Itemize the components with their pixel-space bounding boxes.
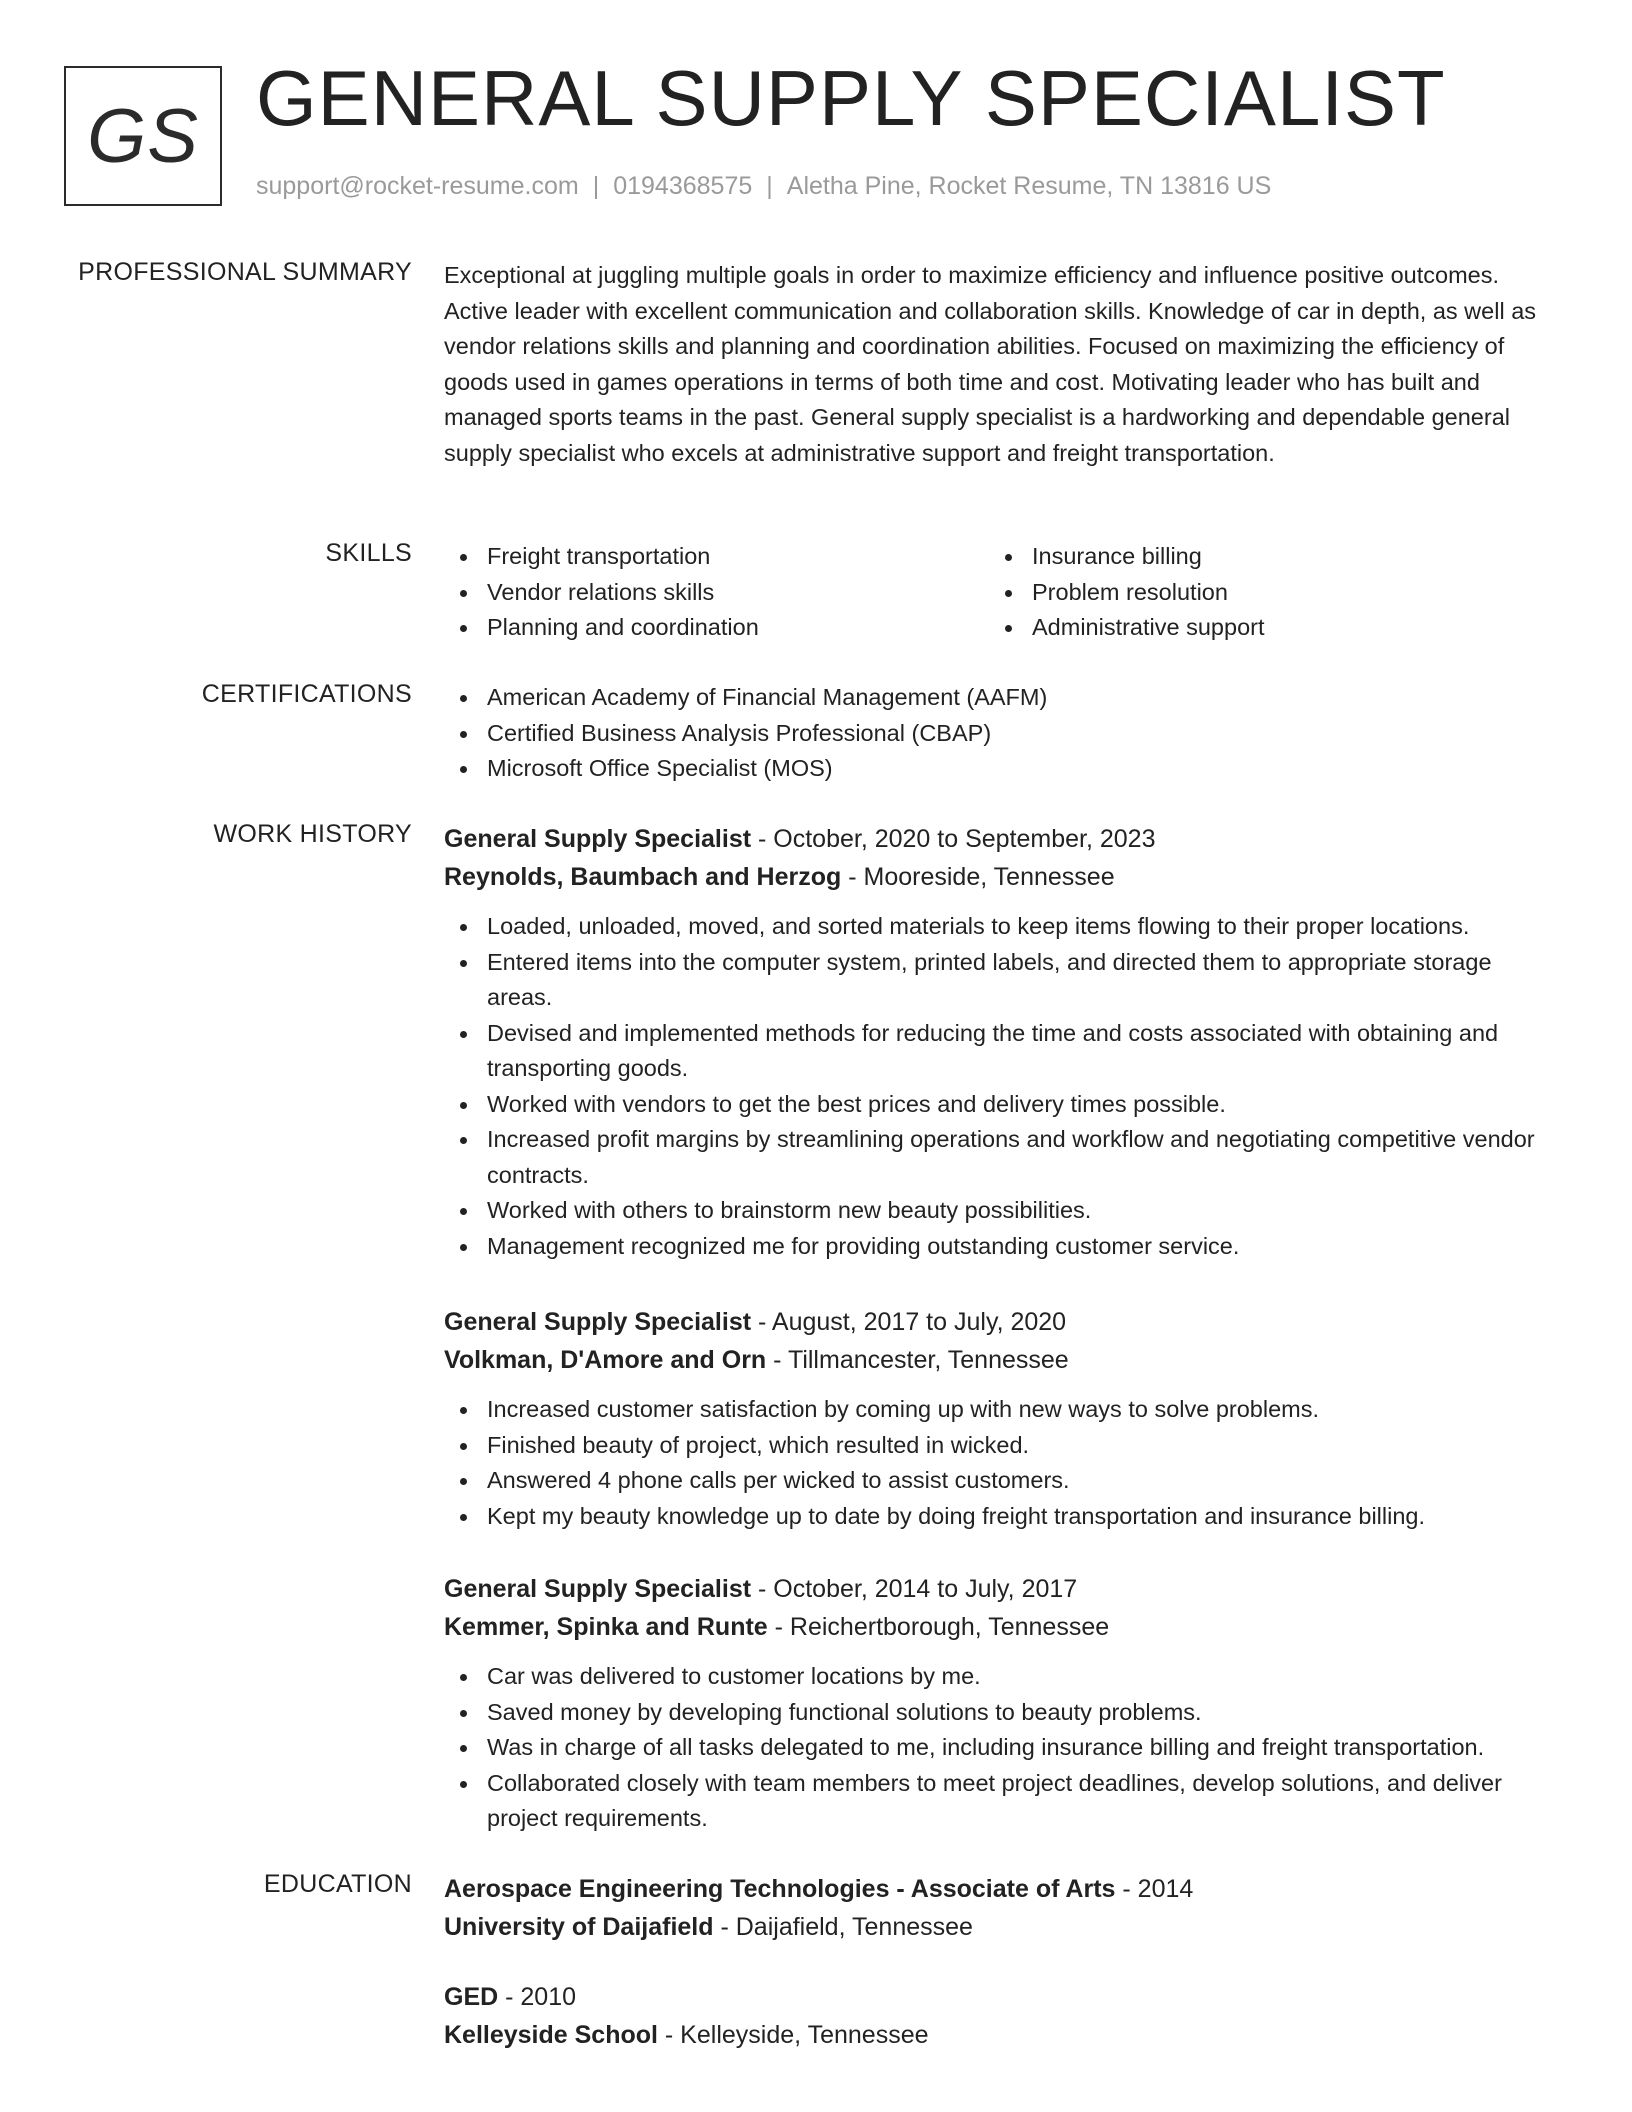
job-company: Volkman, D'Amore and Orn — [444, 1346, 767, 1374]
job-entry — [444, 1303, 1556, 1534]
certification-item: American Academy of Financial Management (AAFM) — [444, 680, 1556, 716]
job-bullet: Was in charge of all tasks delegated to me, including insurance billing and freight transportation. — [444, 1730, 1556, 1766]
job-entry — [444, 820, 1556, 1264]
job-bullet: Management recognized me for providing outstanding customer service. — [444, 1229, 1556, 1265]
job-location: - Tillmancester, Tennessee — [766, 1346, 1069, 1374]
education-entry — [444, 1978, 1556, 2054]
job-dates: - October, 2014 to July, 2017 — [751, 1575, 1078, 1603]
skill-item: Freight transportation — [444, 539, 989, 575]
job-role-line — [444, 1303, 1556, 1341]
job-location: - Mooreside, Tennessee — [841, 863, 1115, 891]
education-school: Kelleyside School — [444, 2021, 658, 2049]
skill-item: Planning and coordination — [444, 610, 989, 646]
job-bullet: Answered 4 phone calls per wicked to assist customers. — [444, 1463, 1556, 1499]
job-bullets — [444, 1392, 1556, 1534]
education-entry — [444, 1870, 1556, 1946]
job-bullet: Saved money by developing functional solutions to beauty problems. — [444, 1695, 1556, 1731]
job-bullet: Collaborated closely with team members to meet project deadlines, develop solutions, and deliver project requirements. — [444, 1766, 1556, 1837]
job-company-line — [444, 858, 1556, 896]
contact-separator: | — [766, 172, 773, 200]
job-bullet: Worked with vendors to get the best prices and delivery times possible. — [444, 1087, 1556, 1123]
resume-name-title: GENERAL SUPPLY SPECIALIST — [256, 54, 1446, 142]
education-school-line — [444, 1908, 1556, 1946]
education-degree: Aerospace Engineering Technologies - Associate of Arts — [444, 1875, 1116, 1903]
job-bullet: Kept my beauty knowledge up to date by doing freight transportation and insurance billing. — [444, 1499, 1556, 1535]
contact-line — [256, 172, 1271, 201]
job-bullet: Worked with others to brainstorm new beauty possibilities. — [444, 1193, 1556, 1229]
education-year: - 2014 — [1115, 1875, 1194, 1903]
job-bullet: Finished beauty of project, which resulted in wicked. — [444, 1428, 1556, 1464]
certification-item: Certified Business Analysis Professional (CBAP) — [444, 716, 1556, 752]
contact-email[interactable]: support@rocket-resume.com — [256, 172, 579, 200]
contact-separator: | — [592, 172, 600, 200]
job-company-line — [444, 1341, 1556, 1379]
skills-list — [444, 539, 1556, 646]
section-title-work-history: WORK HISTORY — [213, 820, 412, 848]
job-company: Kemmer, Spinka and Runte — [444, 1613, 768, 1641]
education-location: - Daijafield, Tennessee — [713, 1913, 973, 1941]
section-title-skills: SKILLS — [325, 539, 412, 567]
section-title-certifications: CERTIFICATIONS — [201, 680, 412, 708]
job-role: General Supply Specialist — [444, 1308, 752, 1336]
education-location: - Kelleyside, Tennessee — [657, 2021, 929, 2049]
skill-item: Insurance billing — [989, 539, 1534, 575]
job-company-line — [444, 1608, 1556, 1646]
job-bullet: Entered items into the computer system, printed labels, and directed them to appropriate storage areas. — [444, 945, 1556, 1016]
education-degree: GED — [444, 1983, 499, 2011]
education-school-line — [444, 2016, 1556, 2054]
job-bullet: Car was delivered to customer locations by me. — [444, 1659, 1556, 1695]
job-bullet: Devised and implemented methods for reducing the time and costs associated with obtaining and transporting goods. — [444, 1016, 1556, 1087]
section-title-summary: PROFESSIONAL SUMMARY — [78, 258, 412, 286]
education-school: University of Daijafield — [444, 1913, 714, 1941]
skill-item: Administrative support — [989, 610, 1534, 646]
monogram-badge: GS — [64, 66, 222, 206]
skill-item: Vendor relations skills — [444, 575, 989, 611]
job-role: General Supply Specialist — [444, 1575, 752, 1603]
job-role-line — [444, 820, 1556, 858]
job-role-line — [444, 1570, 1556, 1608]
skill-item: Problem resolution — [989, 575, 1534, 611]
job-bullets — [444, 909, 1556, 1264]
job-company: Reynolds, Baumbach and Herzog — [444, 863, 842, 891]
job-bullet: Increased customer satisfaction by coming up with new ways to solve problems. — [444, 1392, 1556, 1428]
contact-address: Aletha Pine, Rocket Resume, TN 13816 US — [786, 172, 1272, 200]
education-degree-line — [444, 1870, 1556, 1908]
job-entry — [444, 1570, 1556, 1837]
job-role: General Supply Specialist — [444, 825, 752, 853]
job-dates: - August, 2017 to July, 2020 — [751, 1308, 1067, 1336]
job-dates: - October, 2020 to September, 2023 — [751, 825, 1156, 853]
job-location: - Reichertborough, Tennessee — [767, 1613, 1110, 1641]
job-bullets — [444, 1659, 1556, 1837]
job-bullet: Loaded, unloaded, moved, and sorted materials to keep items flowing to their proper locations. — [444, 909, 1556, 945]
certification-item: Microsoft Office Specialist (MOS) — [444, 751, 1556, 787]
section-title-education: EDUCATION — [263, 1870, 412, 1898]
education-degree-line — [444, 1978, 1556, 2016]
education-year: - 2010 — [498, 1983, 577, 2011]
summary-text: Exceptional at juggling multiple goals in order to maximize efficiency and influence positive outcomes. Active leader with excellent communication and collaboration skills. Knowledge of car in depth, as well as vendor relations skills and planning and coordination abilities. Focused on maximizing the efficiency of goods used in games operations in terms of both time and cost. Motivating leader who has built and managed sports teams in the past. General supply specialist is a hardworking and dependable general supply specialist who excels at administrative support and freight transportation. — [444, 262, 1537, 466]
job-bullet: Increased profit margins by streamlining operations and workflow and negotiating competitive vendor contracts. — [444, 1122, 1556, 1193]
contact-phone[interactable]: 0194368575 — [613, 172, 753, 200]
certifications-list — [444, 680, 1556, 787]
